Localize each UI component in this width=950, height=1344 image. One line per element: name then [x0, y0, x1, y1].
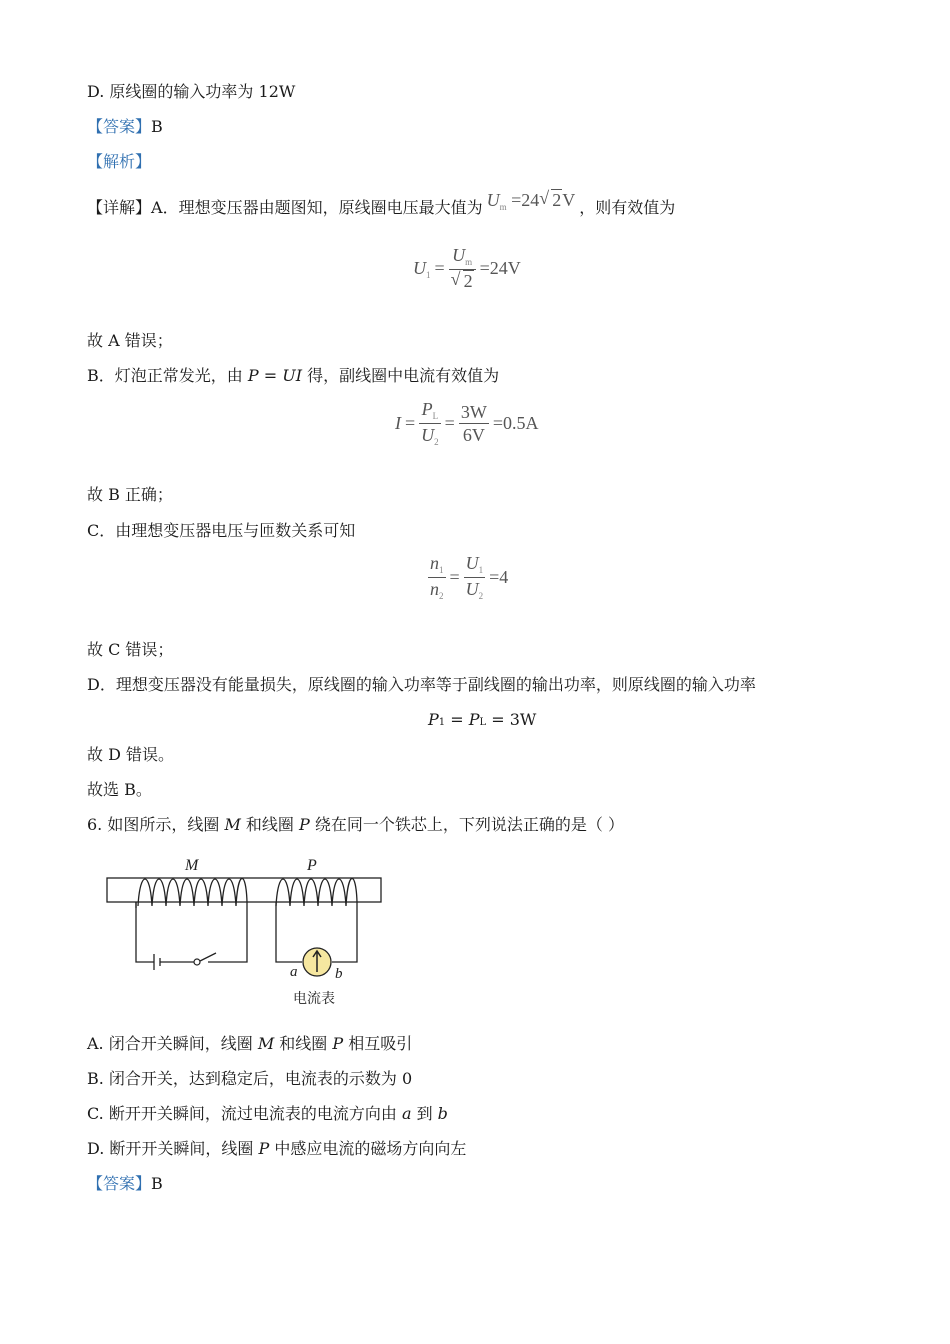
left-circuit	[136, 902, 247, 970]
prev-option-d: D. 原线圈的输入功率为 12W	[87, 82, 296, 101]
d-row: D．理想变压器没有能量损失，原线圈的输入功率等于副线圈的输出功率，则原线圈的输入功率	[87, 675, 756, 694]
answer-value: B	[151, 117, 163, 136]
b-conclusion: 故 B 正确；	[87, 485, 173, 504]
option-b: B. 闭合开关，达到稳定后，电流表的示数为 0	[87, 1069, 413, 1088]
option-a: A. 闭合开关瞬间，线圈 M 和线圈 P 相互吸引	[87, 1034, 413, 1053]
label-m: M	[185, 857, 199, 874]
c-row: C．由理想变压器电压与匝数关系可知	[87, 521, 356, 540]
detail-a-tail: ，则有效值为	[579, 197, 676, 217]
coil-m	[136, 878, 247, 908]
label-a: a	[290, 964, 298, 980]
option-d: D. 断开开关瞬间，线圈 P 中感应电流的磁场方向向左	[87, 1139, 467, 1158]
d-conclusion: 故 D 错误。	[87, 745, 175, 764]
coil-circuit-figure	[100, 850, 390, 1010]
question-6: 6. 如图所示，线圈 M 和线圈 P 绕在同一个铁芯上，下列说法正确的是（ ）	[87, 815, 624, 834]
n-formula: $\frac{n_1}{n_2}$ = $\frac{U_1}{U_2}$ =4	[430, 553, 509, 601]
final-choice: 故选 B。	[87, 780, 152, 799]
detail-a-row	[87, 188, 676, 219]
option-c: C. 断开开关瞬间，流过电流表的电流方向由 a 到 b	[87, 1104, 448, 1123]
answer-label: 【答案】	[87, 1174, 152, 1193]
i-formula: I = $\frac{P_L}{U_2}$ = $\frac{3W}{6V}$ =0.5A	[395, 399, 539, 447]
c-conclusion: 故 C 错误；	[87, 640, 174, 659]
u1-formula: $U_1$ = $U_m$ √ 2 =24V	[413, 245, 521, 291]
switch-contact	[194, 959, 200, 965]
answer-value: B	[151, 1174, 163, 1193]
um-formula: $U_m =24$ √ 2V	[486, 188, 576, 212]
answer-row-2	[87, 1174, 163, 1194]
detail-label: 【详解】	[87, 197, 152, 217]
a-conclusion: 故 A 错误；	[87, 331, 173, 350]
p-formula: P1 = PL = 3W	[428, 710, 537, 729]
label-b: b	[335, 966, 343, 982]
label-p: P	[307, 857, 317, 874]
answer-label: 【答案】	[87, 117, 152, 136]
answer-row-1	[87, 117, 163, 137]
meter-caption: 电流表	[293, 991, 335, 1007]
analysis-label: 【解析】	[87, 152, 152, 171]
detail-a-text: A．理想变压器由题图知，原线圈电压最大值为	[151, 197, 483, 217]
b-row: B．灯泡正常发光，由 P = UI 得，副线圈中电流有效值为	[87, 366, 500, 385]
